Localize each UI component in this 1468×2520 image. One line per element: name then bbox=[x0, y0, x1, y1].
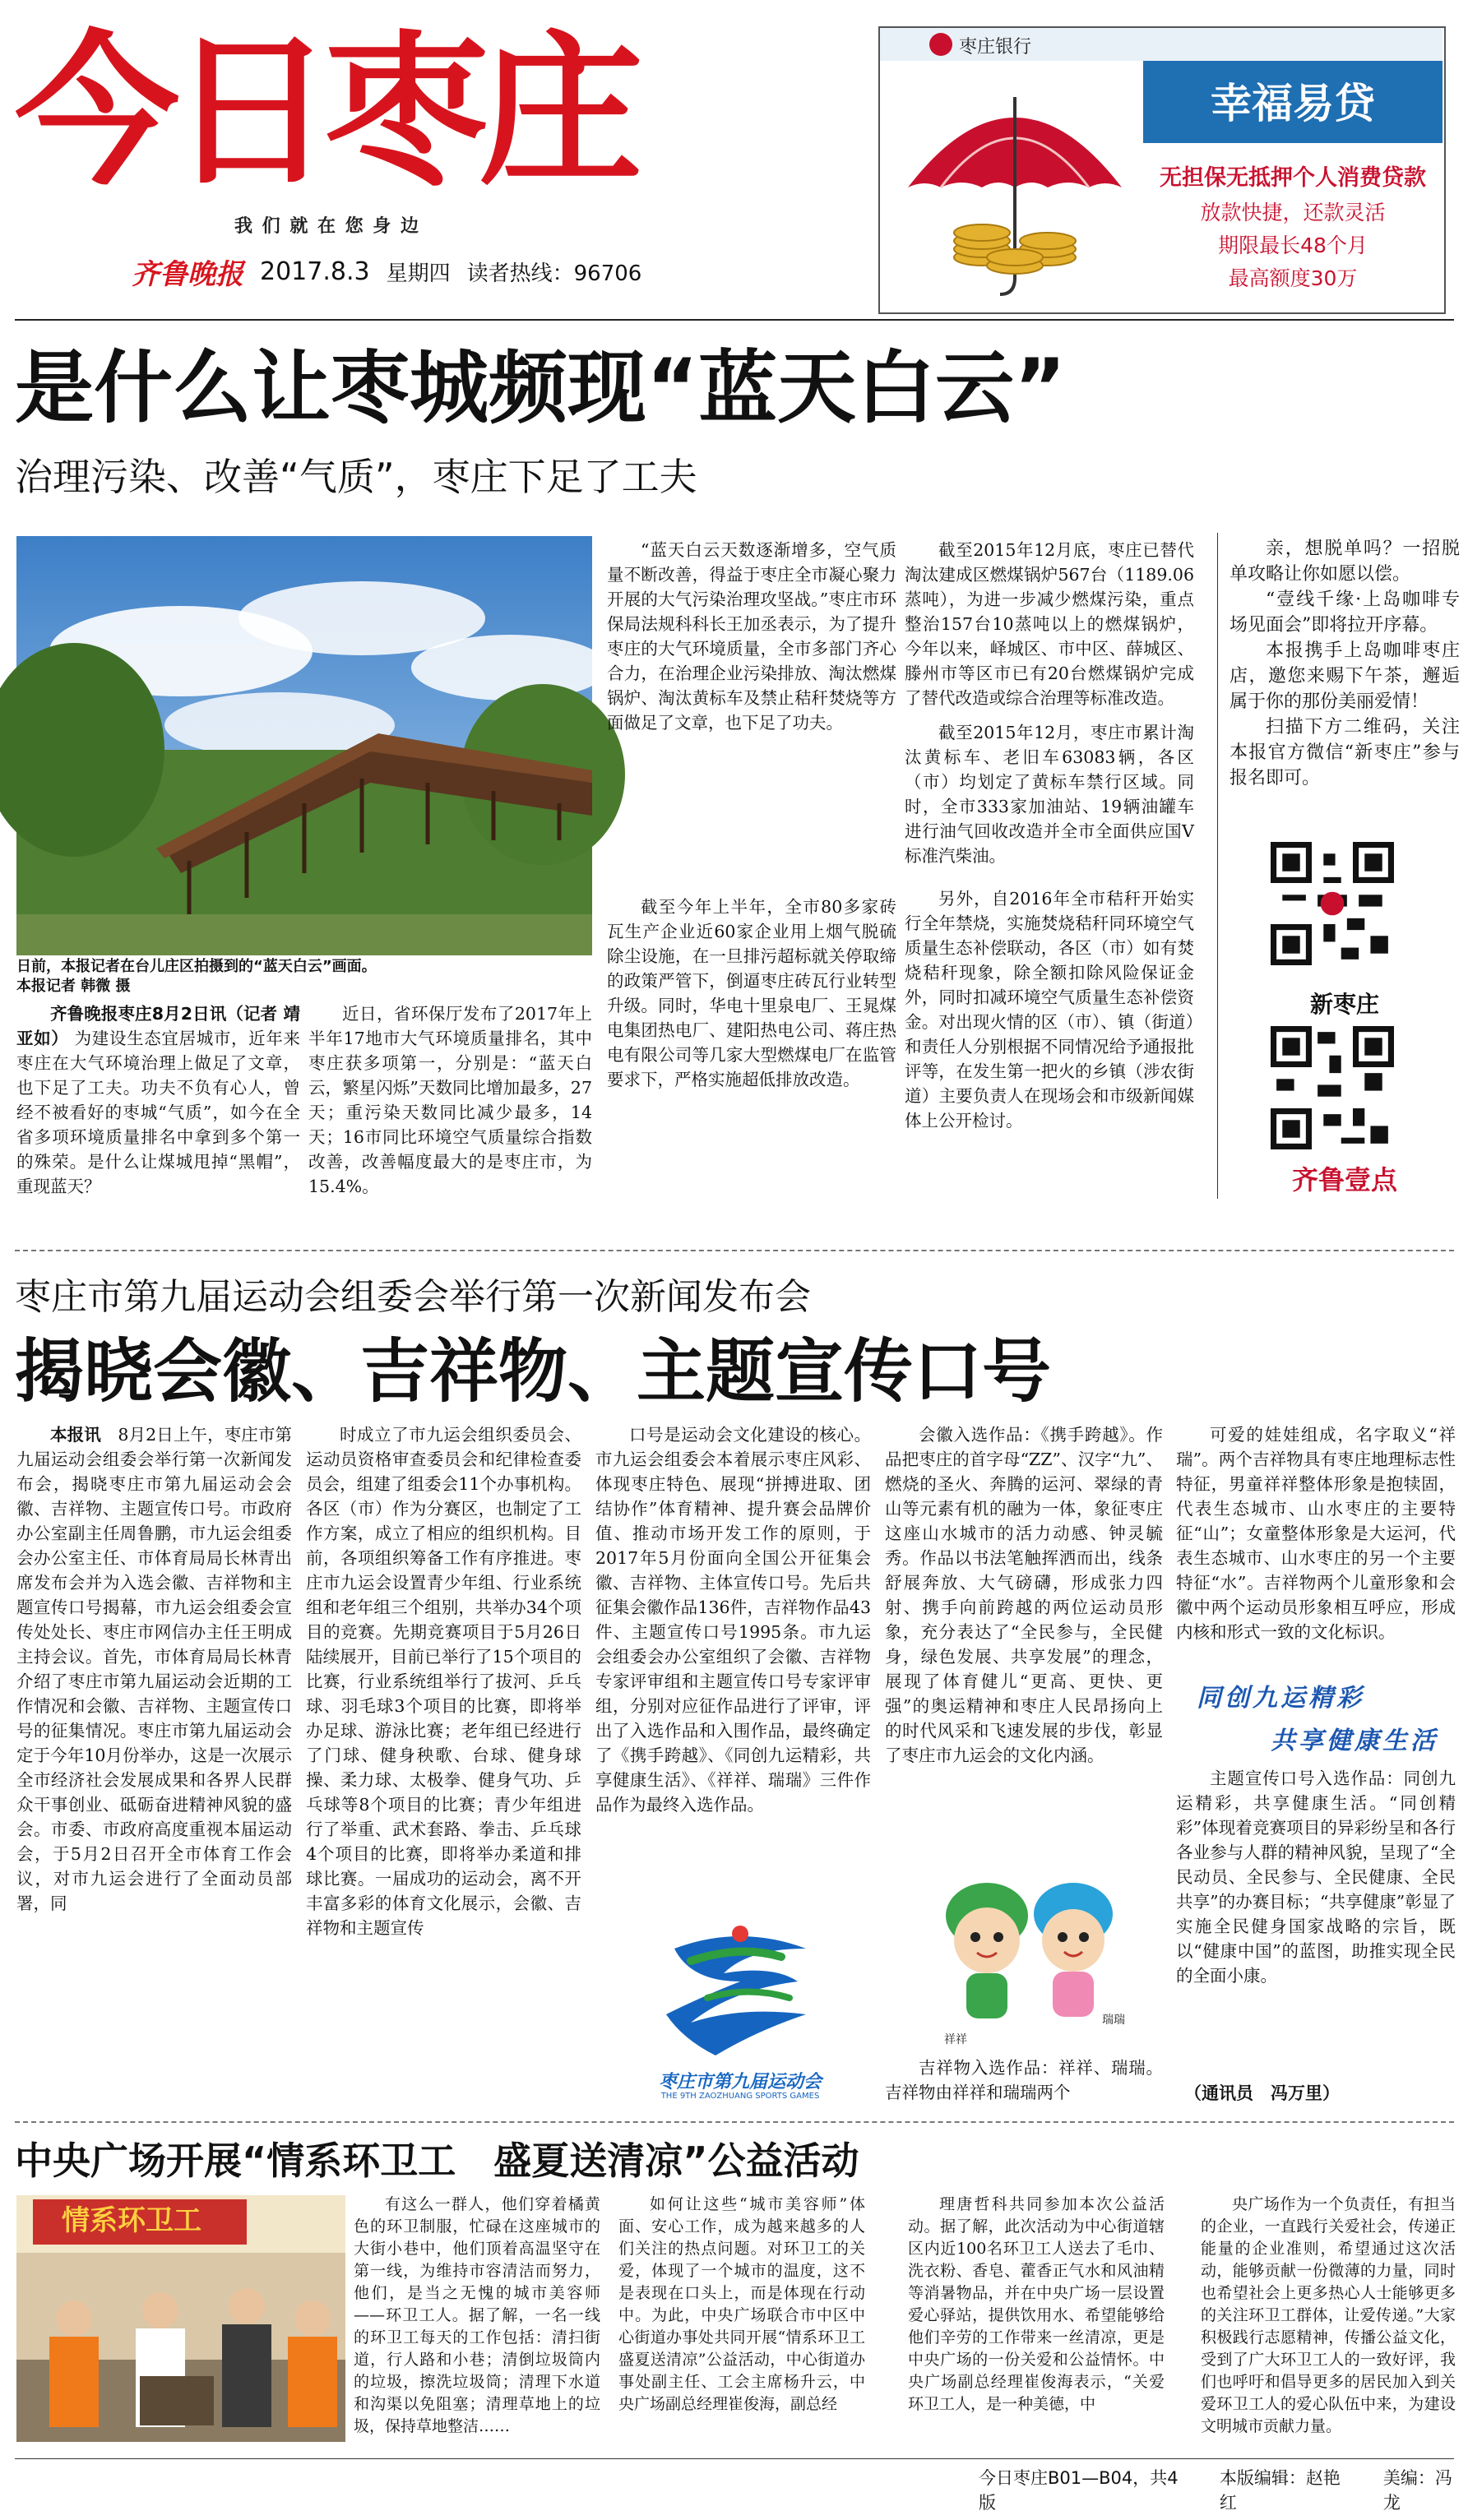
footer-pages: 今日枣庄B01—B04，共4版 bbox=[979, 2468, 1179, 2513]
lead-col-6 bbox=[905, 720, 1194, 885]
issue-date: 2017.8.3 bbox=[260, 257, 370, 286]
bank-logo-icon bbox=[929, 33, 952, 56]
lead-col-3 bbox=[607, 538, 896, 893]
mascot-label-1: 祥祥 bbox=[944, 2033, 967, 2046]
lead-photo bbox=[16, 536, 592, 955]
masthead-title-text: 今日枣庄 bbox=[15, 16, 634, 208]
lead-col-7 bbox=[905, 886, 1194, 1192]
sports-byline: 本报讯 bbox=[50, 1425, 101, 1445]
masthead-rule bbox=[15, 319, 1454, 321]
lead-col-2 bbox=[308, 1001, 592, 1196]
bank-name: 枣庄银行 bbox=[959, 37, 1032, 58]
mascot-label-2: 瑞瑞 bbox=[1102, 2014, 1125, 2027]
paper-logo: 齐鲁晚报 bbox=[132, 257, 243, 291]
lead-col3-text: “蓝天白云天数逐渐增多，空气质量不断改善，得益于枣庄全市凝心聚力开展的大气污染治理攻坚战。”枣庄市环保局法规科科长王加丞表示，为了提升枣庄的大气环境质量，全市多部门齐心合力，在治理企业污染排放、淘汰燃煤锅炉、淘汰黄标车及禁止秸秆焚烧等方面做足了文章，也下足了功夫。 bbox=[607, 540, 896, 733]
promo-text-2: “壹线千缘·上岛咖啡专场见面会”即将拉开序幕。 bbox=[1230, 590, 1460, 636]
sports-col4a-text: 会徽入选作品：《携手跨越》。作品把枣庄的首字母“ZZ”、汉字“九”、燃烧的圣火、奔腾的运河、翠绿的青山等元素有机的融为一体，象征枣庄这座山水城市的活力动感、钟灵毓秀。作品以书法笔触挥洒而出，线条舒展奔放、大气磅礴，形成张力四射、携手向前跨越的两位运动员形象，充分表达了“全民参与，全民健身，绿色发展、共享发展”的理念，展现了体育健儿“更高、更快、更强”的奥运精神和枣庄人民昂扬向上的时代风采和飞速发展的步伐，彰显了枣庄市九运会的文化内涵。 bbox=[885, 1425, 1163, 1765]
slogan-line-2: 共享健康生活 bbox=[1271, 1727, 1438, 1755]
bottom-col-1 bbox=[354, 2194, 600, 2440]
footer-rule bbox=[15, 2458, 1454, 2459]
sports-col2-text: 时成立了市九运会组织委员会、运动员资格审查委员会和纪律检查委员会，组建了组委会11个办事机构。各区（市）作为分赛区，也制定了工作方案，成立了相应的组织机构。目前，各项组织筹备工作有序推进。枣庄市九运会设置青少年组、行业系统组和老年组三个组别，共举办34个项目的竞赛。先期竞赛项目于5月26日陆续展开，目前已举行了15个项目的比赛，行业系统组举行了拔河、乒乓球、羽毛球3个项目的比赛，即将举办足球、游泳比赛；老年组已经进行了门球、健身秧歌、台球、健身球操、柔力球、太极拳、健身气功、乒乓球等8个项目的比赛；青少年组进行了举重、武术套路、拳击、乒乓球4个项目的比赛，即将举办柔道和排球比赛。一届成功的运动会，离不开丰富多彩的体育文化展示，会徽、吉祥物和主题宣传 bbox=[306, 1425, 581, 1938]
qr-label-2: 齐鲁壹点 bbox=[1291, 1164, 1397, 1195]
qr-label-1: 新枣庄 bbox=[1309, 991, 1379, 1018]
ad-line1: 无担保无抵押个人消费贷款 bbox=[1160, 165, 1426, 191]
ad-line4: 最高额度30万 bbox=[1228, 266, 1358, 290]
bottom-col-3 bbox=[908, 2194, 1165, 2440]
sports-col-1 bbox=[16, 1422, 292, 2106]
issue-weekday: 星期四 bbox=[386, 261, 451, 286]
bottom-headline: 中央广场开展“情系环卫工 盛夏送清凉”公益活动 bbox=[15, 2139, 859, 2183]
sports-col-2 bbox=[306, 1422, 581, 2106]
lead-dateline: 齐鲁晚报枣庄8月2日讯（记者 靖亚如） bbox=[16, 1004, 300, 1048]
sports-kicker: 枣庄市第九届运动会组委会举行第一次新闻发布会 bbox=[15, 1276, 811, 1318]
footer-editor: 本版编辑：赵艳红 bbox=[1219, 2468, 1341, 2513]
promo-text bbox=[1230, 536, 1460, 848]
bottom-col1-text: 有这么一群人，他们穿着橘黄色的环卫制服，忙碌在这座城市的大街小巷中，他们顶着高温坚守在第一线，为维持市容清洁而努力，他们，是当之无愧的城市美容师——环卫工人。据了解，一名一线的环卫工每天的工作包括：清扫街道，行人路和小巷；清倒垃圾筒内的垃圾，擦洗垃圾筒；清理下水道和沟渠以免阻塞；清理草地上的垃圾，保持草地整洁…… bbox=[354, 2195, 600, 2435]
lead-col-1 bbox=[16, 1001, 300, 1196]
emblem-title: 枣庄市第九届运动会 bbox=[658, 2072, 822, 2092]
photo-caption-text: 日前，本报记者在台儿庄区拍摄到的“蓝天白云”画面。 bbox=[16, 958, 377, 975]
lead-headline: 是什么让枣城频现“蓝天白云” bbox=[15, 342, 1067, 434]
lead-col1-text: 为建设生态宜居城市，近年来枣庄在大气环境治理上做足了文章，也下足了工夫。功夫不负有心人，曾经不被看好的枣城“气质”，如今在全省多项环境质量排名中拿到多个第一的殊荣。是什么让煤城甩掉“黑帽”，重现蓝天？ bbox=[16, 1029, 300, 1196]
ad-product-title: 幸福易贷 bbox=[1211, 80, 1375, 127]
ad-line3: 期限最长48个月 bbox=[1218, 234, 1368, 257]
umbrella-coins-icon bbox=[891, 64, 1138, 311]
sports-col5b-text: 主题宣传口号入选作品：同创九运精彩，共享健康生活。“同创精彩”体现着竞赛项目的异彩纷呈和各行各业参与人群的精神风貌，呈现了“全民动员、全民参与、全民健康、全民共享”的办赛目标；“共享健康”彰显了实施全民健身国家战略的宗旨，既以“健康中国”的蓝图，助推实现全民的全面小康。 bbox=[1176, 1769, 1456, 1986]
lead-subhead: 治理污染、改善“气质”，枣庄下足了工夫 bbox=[15, 455, 697, 499]
masthead-dateline bbox=[132, 255, 642, 291]
bottom-col-4 bbox=[1201, 2194, 1456, 2440]
promo-text-3: 本报携手上岛咖啡枣庄店，邀您来赐下午茶，邂逅属于你的那份美丽爱情！ bbox=[1230, 640, 1460, 712]
section-divider-2 bbox=[15, 2121, 1454, 2123]
lead-col6-text: 截至2015年12月，枣庄市累计淘汰黄标车、老旧车63083辆，各区（市）均划定了黄标车禁行区域。同时，全市333家加油站、19辆油罐车进行油气回收改造并全市全面供应国Ⅴ标准汽柴油。 bbox=[905, 723, 1194, 866]
lead-col7-text: 另外，自2016年全市秸秆开始实行全年禁烧，实施焚烧秸秆同环境空气质量生态补偿联动，各区（市）如有焚烧秸秆现象，除全额扣除风险保证金外，同时扣减环境空气质量生态补偿资金。对出现火情的区（市）、镇（街道）和责任人分别根据不同情况给予通报批评等，在发生第一把火的乡镇（涉农街道）主要负责人在现场会和市级新闻媒体上公开检讨。 bbox=[905, 889, 1194, 1131]
sports-col4b-text: 吉祥物入选作品：祥祥、瑞瑞。吉祥物由祥祥和瑞瑞两个 bbox=[885, 2058, 1163, 2102]
sports-col-3 bbox=[595, 1422, 871, 1893]
slogan-line-1: 同创九运精彩 bbox=[1197, 1684, 1364, 1713]
sports-col3-text: 口号是运动会文化建设的核心。市九运会组委会本着展示枣庄风彩、体现枣庄特色、展现“拼搏进取、团结协作”体育精神、提升赛会品牌价值、推动市场开发工作的原则，于2017年5月份面向全国公开征集会徽、吉祥物、主体宣传口号。先后共征集会徽作品136件，吉祥物作品43件、主题宣传口号1995条。市九运会组委会办公室组织了会徽、吉祥物专家评审组和主题宣传口号专家评审组，分别对应征作品进行了评审，评出了入选作品和入围作品，最终确定了《携手跨越》、《同创九运精彩，共享健康生活》、《祥祥、瑞瑞》三件作品作为最终入选作品。 bbox=[595, 1425, 871, 1815]
lead-col2-text: 近日，省环保厅发布了2017年上半年17地市大气环境质量排名，其中枣庄获多项第一，分别是：“蓝天白云，繁星闪烁”天数同比增加最多，27天；重污染天数同比减少最多，14天；16市同比环境空气质量综合指数改善，改善幅度最大的是枣庄市，为15.4%。 bbox=[308, 1004, 592, 1196]
lead-col-5 bbox=[905, 538, 1194, 719]
sports-col-4a bbox=[885, 1422, 1163, 1875]
sports-col5a-text: 可爱的娃娃组成，名字取义“祥瑞”。两个吉祥物具有枣庄地理标志性特征，男童祥祥整体形象是抱犊固，代表生态城市、山水枣庄的主要特征“山”；女童整体形象是大运河，代表生态城市、山水枣庄的另一个主要特征“水”。吉祥物两个儿童形象和会徽中两个运动员形象相互呼应，形成内核和形式一致的文化标识。 bbox=[1176, 1425, 1456, 1642]
bank-ad bbox=[878, 26, 1446, 314]
sports-headline: 揭晓会徽、吉祥物、主题宣传口号 bbox=[15, 1331, 1052, 1412]
photo-credit: 本报记者 韩微 摄 bbox=[16, 978, 131, 995]
promo-text-1: 亲，想脱单吗？一招脱单攻略让你如愿以偿。 bbox=[1230, 539, 1460, 585]
bottom-col2-text: 如何让这些“城市美容师”体面、安心工作，成为越来越多的人们关注的热点问题。对环卫工的关爱，体现了一个城市的温度，这不是表现在口头上，而是体现在行动中。为此，中央广场联合市中区中心街道办事处共同开展“情系环卫工 盛夏送清凉”公益活动，中心街道办事处副主任、工会主席杨升云，中央广场副总经理崔俊海，副总经 bbox=[618, 2195, 882, 2413]
photo-caption bbox=[16, 957, 592, 996]
games-emblem bbox=[617, 1916, 864, 2080]
sports-col-5b bbox=[1176, 1766, 1456, 2078]
footer-art: 美编：冯龙 bbox=[1382, 2468, 1452, 2513]
bottom-col4-text: 央广场作为一个负责任，有担当的企业，一直践行关爱社会，传递正能量的企业准则，希望通过这次活动，能够贡献一份微薄的力量，同时也希望社会上更多热心人士能够更多的关注环卫工群体，让爱传递。”大家积极践行志愿精神，传播公益文化，受到了广大环卫工人的一致好评，我们也呼吁和倡导更多的居民加入到关爱环卫工人的爱心队伍中来，为建设文明城市贡献力量。 bbox=[1201, 2195, 1456, 2435]
photo-banner-text: 情系环卫工 bbox=[62, 2204, 201, 2237]
sports-credit: （通讯员 冯万里） bbox=[1184, 2083, 1340, 2103]
sports-col1-text: 8月2日上午，枣庄市第九届运动会组委会举行第一次新闻发布会，揭晓枣庄市第九届运动会会徽、吉祥物、主题宣传口号。市政府办公室副主任周鲁鹏，市九运会组委会办公室主任、市体育局局长林青出席发布会并为入选会徽、吉祥物和主题宣传口号揭幕，市九运会组委会宣传处处长、枣庄市网信办主任王明成主持会议。首先，市体育局局长林青介绍了枣庄市第九届运动会近期的工作情况和会徽、吉祥物、主题宣传口号的征集情况。枣庄市第九届运动会定于今年10月份举办，这是一次展示全市经济社会发展成果和各界人民群众干事创业、砥砺奋进精神风貌的盛会。市委、市政府高度重视本届运动会，于5月2日召开全市体育工作会议，对市九运会进行了全面动员部署，同 bbox=[16, 1425, 293, 1913]
reader-hotline: 读者热线：96706 bbox=[466, 261, 642, 286]
lead-col4-text: 截至今年上半年，全市80多家砖瓦生产企业近60家企业用上烟气脱硫除尘设施，在一旦排污超标就关停取缔的政策严管下，倒逼枣庄砖瓦行业转型升级。同时，华电十里泉电厂、王晁煤电集团热电厂、建阳热电公司、蒋庄热电有限公司等几家大型燃煤电厂在监管要求下，严格实施超低排放改造。 bbox=[607, 897, 896, 1089]
qr-code-xinzaozhuang[interactable] bbox=[1271, 842, 1394, 965]
lead-promo-divider bbox=[1217, 533, 1218, 1199]
promo-text-4: 扫描下方二维码，关注本报官方微信“新枣庄”参与报名即可。 bbox=[1230, 717, 1460, 788]
footer bbox=[979, 2465, 1468, 2514]
sports-col-5a bbox=[1176, 1422, 1456, 1662]
section-divider-1 bbox=[15, 1250, 1454, 1251]
bottom-col3-text: 理唐哲科共同参加本次公益活动。据了解，此次活动为中心街道辖区内近100名环卫工人送去了毛巾、洗衣粉、香皂、藿香正气水和风油精等消暑物品，并在中央广场一层设置爱心驿站，提供饮用水、希望能够给他们辛劳的工作带来一丝清凉，更是中央广场的一份关爱和公益情怀。中央广场副总经理崔俊海表示，“关爱环卫工人，是一种美德，中 bbox=[908, 2195, 1165, 2413]
lead-col5-text: 截至2015年12月底，枣庄已替代淘汰建成区燃煤锅炉567台（1189.06蒸吨），为进一步减少燃煤污染，重点整治157台10蒸吨以上的燃煤锅炉，今年以来，峄城区、市中区、薛城区、滕州市等区市已有20台燃煤锅炉完成了替代改造或综合治理等标准改造。 bbox=[905, 540, 1194, 708]
bottom-col-2 bbox=[618, 2194, 882, 2440]
ad-line2: 放款快捷，还款灵活 bbox=[1200, 201, 1386, 224]
masthead-slogan: 我 们 就 在 您 身 边 bbox=[234, 216, 420, 237]
qr-code-qilu[interactable] bbox=[1271, 1026, 1394, 1149]
sports-col-4b bbox=[885, 2055, 1163, 2106]
lead-col-4 bbox=[607, 895, 896, 1192]
emblem-subtitle: THE 9TH ZAOZHUANG SPORTS GAMES bbox=[660, 2092, 820, 2101]
masthead-title bbox=[15, 18, 837, 207]
